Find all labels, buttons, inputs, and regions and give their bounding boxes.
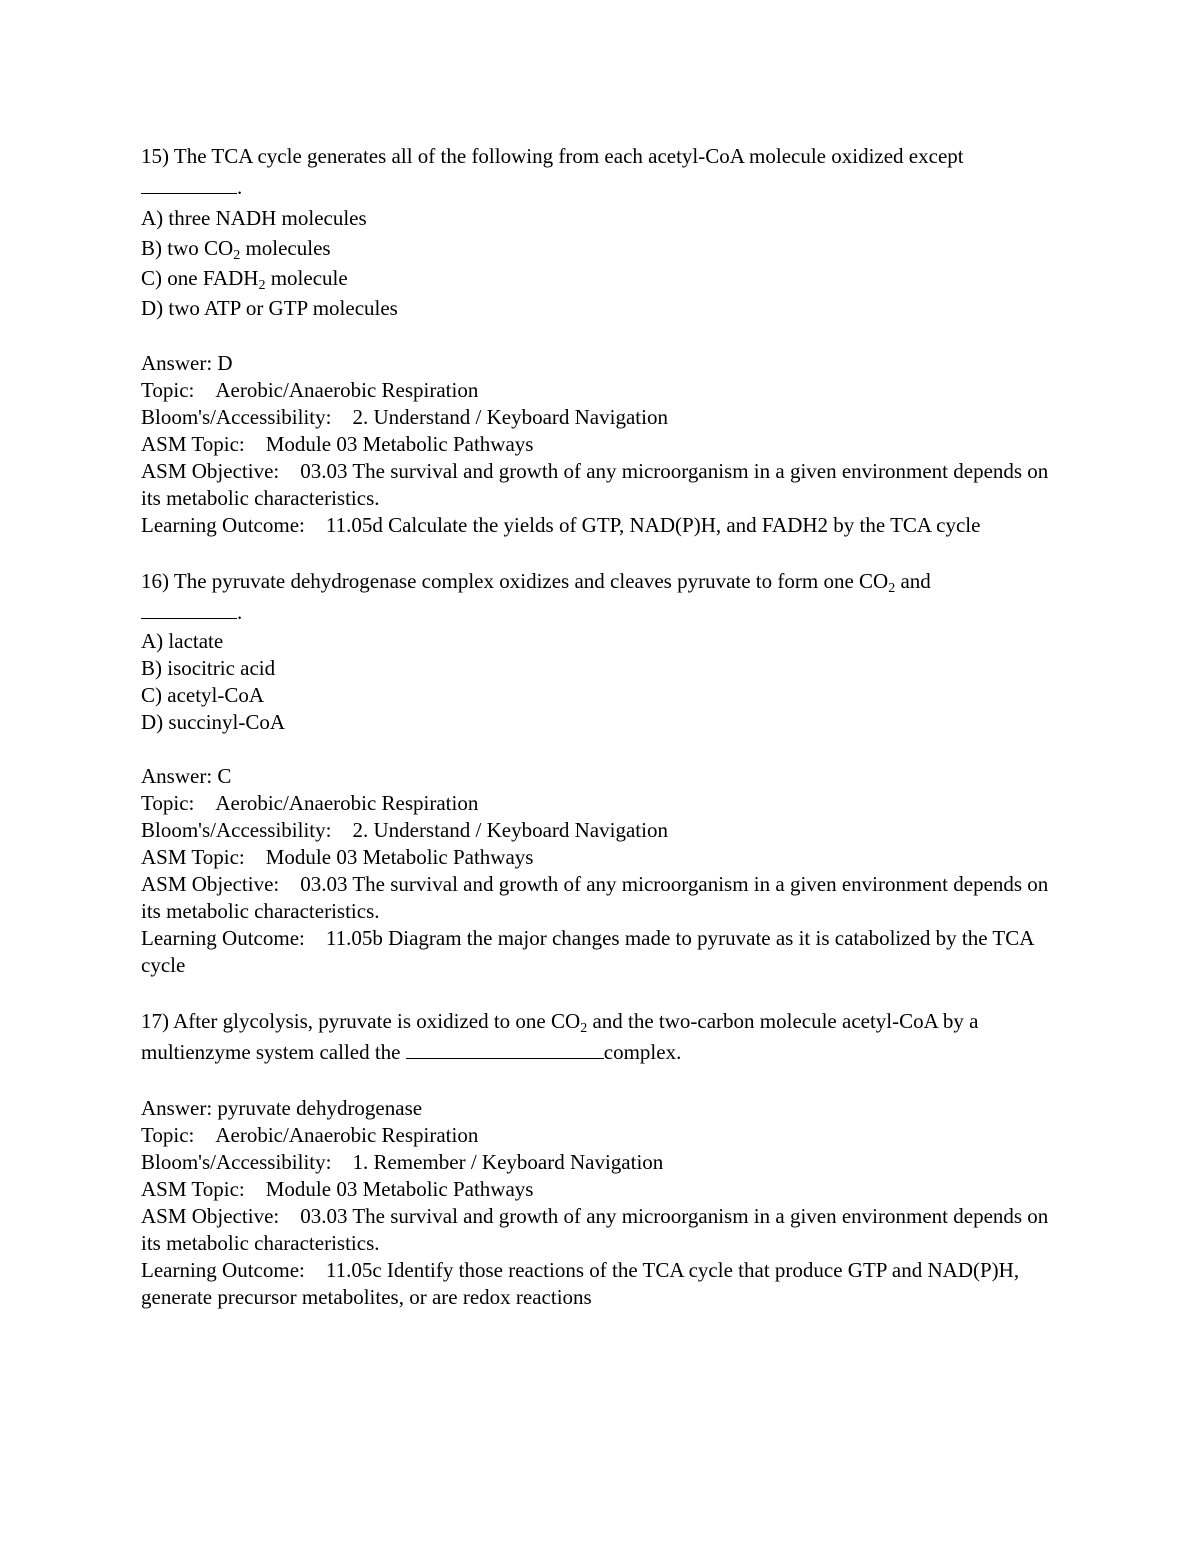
asm-topic-line: ASM Topic: Module 03 Metabolic Pathways — [141, 432, 534, 456]
learning-outcome-line: Learning Outcome: 11.05d Calculate the yields of GTP, NAD(P)H, and FADH2 by the TCA cycle — [141, 513, 981, 537]
answer-blank — [141, 175, 237, 194]
blooms-line: Bloom's/Accessibility: 2. Understand / Keyboard Navigation — [141, 405, 668, 429]
answer-blank — [406, 1040, 604, 1059]
asm-objective-line: ASM Objective: 03.03 The survival and growth of any microorganism in a given environment depends on its metabolic characteristics. — [141, 1204, 1049, 1255]
option-c: C) one $FADH_2$ molecule — [141, 266, 348, 293]
question-15 — [141, 141, 1066, 539]
learning-outcome-line: Learning Outcome: 11.05b Diagram the major changes made to pyruvate as it is catabolized by the TCA cycle — [141, 926, 1034, 977]
topic-line: Topic: Aerobic/Anaerobic Respiration — [141, 378, 479, 402]
answer-line: Answer: pyruvate dehydrogenase — [141, 1096, 423, 1120]
question-16 — [141, 566, 1066, 979]
question-stem: 16) The pyruvate dehydrogenase complex oxidizes and cleaves pyruvate to form one $CO_2$ and . — [141, 569, 931, 624]
asm-topic-line: ASM Topic: Module 03 Metabolic Pathways — [141, 1177, 534, 1201]
option-d: D) two ATP or GTP molecules — [141, 296, 398, 320]
option-b: B) two $CO_2$ molecules — [141, 236, 331, 263]
asm-objective-line: ASM Objective: 03.03 The survival and growth of any microorganism in a given environment depends on its metabolic characteristics. — [141, 459, 1049, 510]
option-a: A) three NADH molecules — [141, 206, 367, 230]
option-d: D) succinyl-CoA — [141, 710, 286, 734]
question-stem: 15) The TCA cycle generates all of the following from each acetyl-CoA molecule oxidized except . — [141, 144, 964, 199]
blooms-line: Bloom's/Accessibility: 2. Understand / Keyboard Navigation — [141, 818, 668, 842]
answer-line: Answer: C — [141, 764, 232, 788]
asm-objective-line: ASM Objective: 03.03 The survival and growth of any microorganism in a given environment depends on its metabolic characteristics. — [141, 872, 1049, 923]
document-page — [141, 141, 1066, 1311]
option-b: B) isocitric acid — [141, 656, 276, 680]
option-c: C) acetyl-CoA — [141, 683, 265, 707]
answer-line: Answer: D — [141, 351, 233, 375]
topic-line: Topic: Aerobic/Anaerobic Respiration — [141, 791, 479, 815]
question-17 — [141, 1006, 1066, 1311]
blooms-line: Bloom's/Accessibility: 1. Remember / Keyboard Navigation — [141, 1150, 664, 1174]
question-stem: 17) After glycolysis, pyruvate is oxidized to one $CO_2$ and the two-carbon molecule acetyl-CoA by a multienzyme system called the complex. — [141, 1009, 979, 1064]
learning-outcome-line: Learning Outcome: 11.05c Identify those reactions of the TCA cycle that produce GTP and NAD(P)H, generate precursor metabolites, or are redox reactions — [141, 1258, 1020, 1309]
topic-line: Topic: Aerobic/Anaerobic Respiration — [141, 1123, 479, 1147]
asm-topic-line: ASM Topic: Module 03 Metabolic Pathways — [141, 845, 534, 869]
answer-blank — [141, 600, 237, 619]
option-a: A) lactate — [141, 629, 224, 653]
